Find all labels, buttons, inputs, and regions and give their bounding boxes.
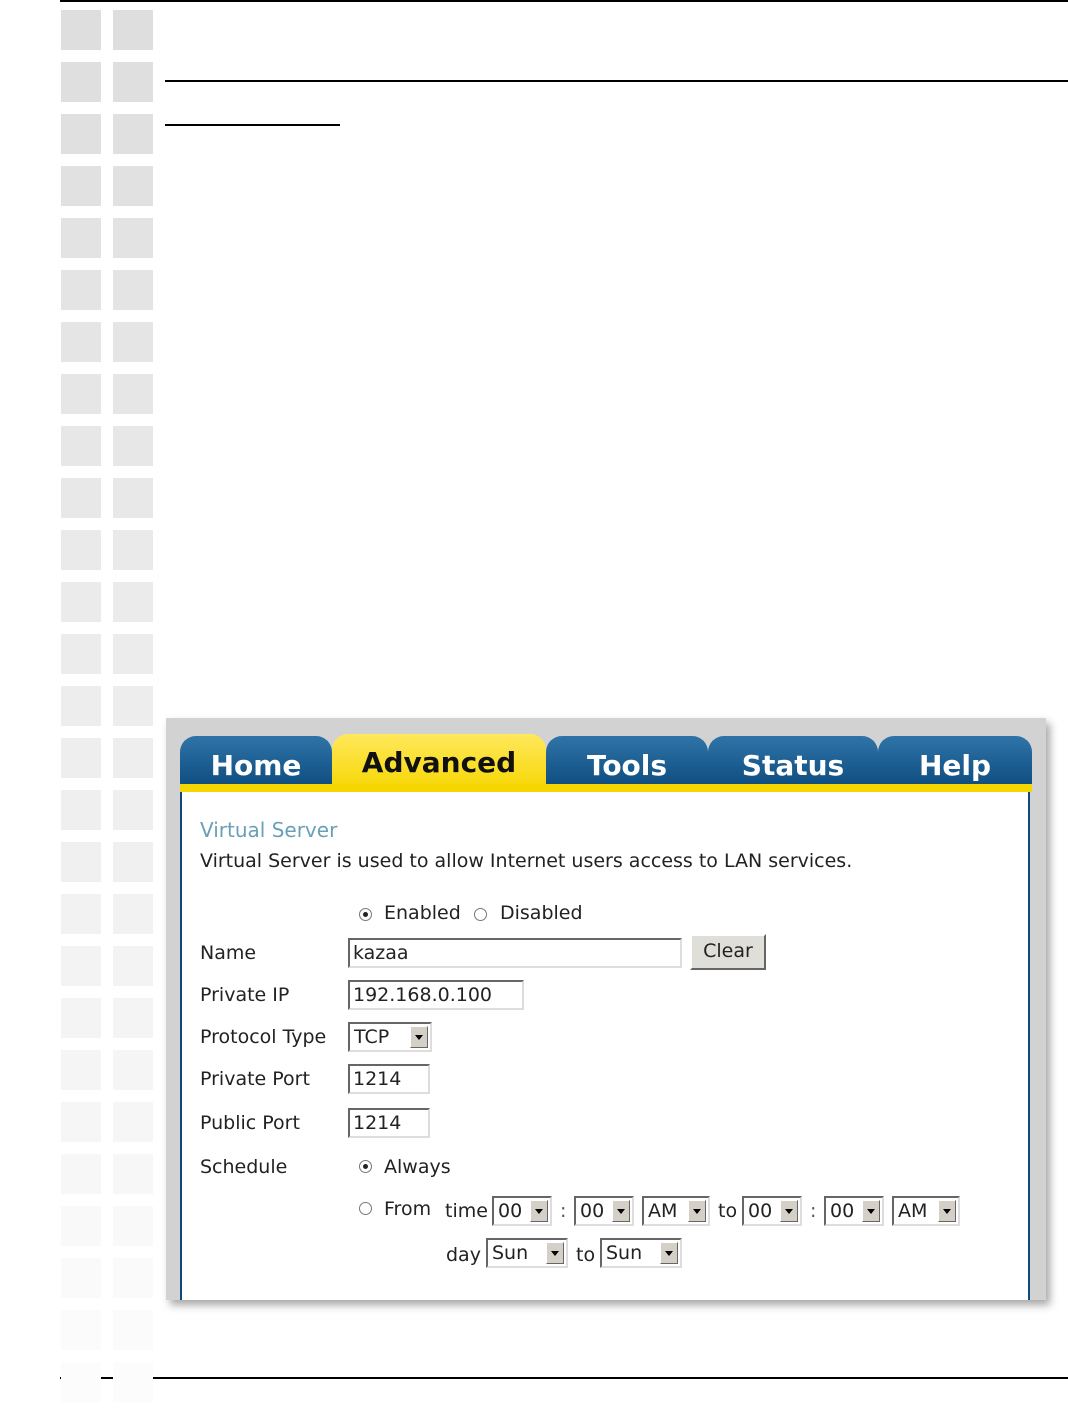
decorative-square [113,582,153,622]
decorative-square [61,530,101,570]
decorative-square [61,842,101,882]
private-ip-label: Private IP [200,984,290,1006]
chevron-down-icon [546,1242,564,1264]
from-hour-select[interactable] [492,1196,552,1226]
from-radio[interactable] [359,1202,372,1215]
to-ampm-value: AM [898,1200,928,1222]
decorative-square [61,374,101,414]
time-to-label: to [718,1200,738,1222]
decorative-square [61,582,101,622]
decorative-square [61,114,101,154]
to-ampm-select[interactable] [892,1196,960,1226]
time-colon: : [560,1200,567,1222]
router-panel [180,736,1032,1300]
decorative-square [113,426,153,466]
decorative-square [113,1050,153,1090]
from-ampm-value: AM [648,1200,678,1222]
decorative-square [113,894,153,934]
to-day-select[interactable] [600,1238,682,1268]
decorative-square [61,790,101,830]
top-rule [60,0,1068,2]
from-day-select[interactable] [486,1238,568,1268]
name-label: Name [200,942,257,964]
always-radio[interactable] [359,1160,372,1173]
section-title: Virtual Server [200,818,338,842]
virtual-server-form [180,792,1030,1300]
to-day-value: Sun [606,1242,643,1264]
from-label: From [384,1198,432,1220]
clear-button[interactable]: Clear [690,934,766,970]
tab-tools[interactable]: Tools [546,736,708,790]
header-rule [165,80,1068,82]
decorative-square [61,998,101,1038]
section-description: Virtual Server is used to allow Internet users access to LAN services. [200,850,853,872]
decorative-square [61,1206,101,1246]
to-minute-value: 00 [830,1200,855,1222]
decorative-square [113,374,153,414]
always-label: Always [384,1156,451,1178]
disabled-label: Disabled [500,902,583,924]
decorative-square [61,478,101,518]
decorative-square [113,738,153,778]
decorative-square [113,1362,153,1402]
chevron-down-icon [780,1200,798,1222]
decorative-square [61,322,101,362]
decorative-square [61,1050,101,1090]
decorative-square [113,842,153,882]
tab-status[interactable]: Status [708,736,878,790]
decorative-square [113,1154,153,1194]
decorative-square [113,790,153,830]
time-label: time [445,1200,488,1222]
private-port-field[interactable]: 1214 [348,1064,430,1094]
to-minute-select[interactable] [824,1196,884,1226]
public-port-field[interactable]: 1214 [348,1108,430,1138]
decorative-square [113,10,153,50]
public-port-label: Public Port [200,1112,300,1134]
protocol-select[interactable] [348,1022,432,1052]
decorative-square [61,426,101,466]
decorative-square [113,270,153,310]
decorative-square [61,218,101,258]
from-hour-value: 00 [498,1200,523,1222]
chevron-down-icon [530,1200,548,1222]
decorative-square [113,478,153,518]
protocol-value: TCP [354,1026,390,1048]
decorative-square [61,738,101,778]
enabled-label: Enabled [384,902,461,924]
decorative-square [113,634,153,674]
decorative-square [113,946,153,986]
footer-rule [60,1377,1068,1379]
decorative-square [61,270,101,310]
decorative-square [113,114,153,154]
decorative-square [61,634,101,674]
to-hour-value: 00 [748,1200,773,1222]
tab-advanced[interactable]: Advanced [332,734,546,792]
tab-underline [180,784,1032,792]
chevron-down-icon [410,1026,428,1048]
decorative-square [61,894,101,934]
decorative-square [113,166,153,206]
decorative-square [113,998,153,1038]
decorative-square [113,530,153,570]
decorative-square [61,1102,101,1142]
chevron-down-icon [612,1200,630,1222]
decorative-square [113,1310,153,1350]
decorative-square [61,10,101,50]
decorative-square [61,62,101,102]
router-screenshot [166,718,1046,1300]
decorative-square [113,1206,153,1246]
from-day-value: Sun [492,1242,529,1264]
decorative-square [61,686,101,726]
chevron-down-icon [688,1200,706,1222]
decorative-square [61,1310,101,1350]
disabled-radio[interactable] [474,908,487,921]
day-label: day [446,1244,481,1266]
decorative-square [61,1258,101,1298]
heading-underline [165,124,340,126]
decorative-square [113,1258,153,1298]
decorative-square-column [61,10,101,1414]
chevron-down-icon [862,1200,880,1222]
decorative-square [113,62,153,102]
decorative-square [61,166,101,206]
day-to-label: to [576,1244,596,1266]
decorative-square [61,1154,101,1194]
tab-help[interactable]: Help [878,736,1032,790]
from-ampm-select[interactable] [642,1196,710,1226]
name-field[interactable]: kazaa [348,938,682,968]
decorative-square [113,322,153,362]
to-hour-select[interactable] [742,1196,802,1226]
decorative-square [113,1102,153,1142]
time-colon: : [810,1200,817,1222]
decorative-square [61,946,101,986]
decorative-square [61,1362,101,1402]
decorative-square [113,218,153,258]
tab-home[interactable]: Home [180,736,332,790]
decorative-square-column [113,10,153,1414]
from-minute-select[interactable] [574,1196,634,1226]
private-port-label: Private Port [200,1068,310,1090]
chevron-down-icon [938,1200,956,1222]
chevron-down-icon [660,1242,678,1264]
decorative-square [113,686,153,726]
schedule-label: Schedule [200,1156,288,1178]
enabled-radio[interactable] [359,908,372,921]
protocol-label: Protocol Type [200,1026,327,1048]
from-minute-value: 00 [580,1200,605,1222]
private-ip-field[interactable]: 192.168.0.100 [348,980,524,1010]
